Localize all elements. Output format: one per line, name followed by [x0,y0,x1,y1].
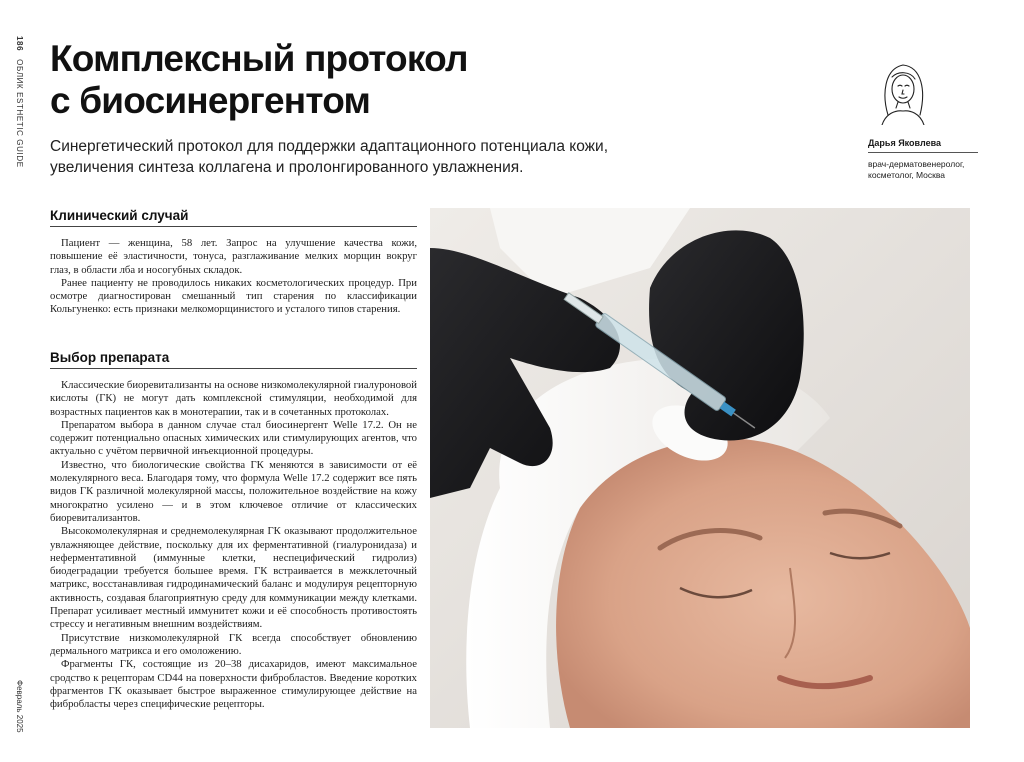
title-line-1: Комплексный протокол [50,38,468,79]
injection-photo-illustration [430,208,970,728]
magazine-name: ОБЛИК ESTHETIC GUIDE [15,59,24,168]
clinical-case-section [50,208,417,317]
section-body [50,237,417,317]
title-line-2: с биосинергентом [50,80,371,121]
paragraph: Классические биоревитализанты на основе низкомолекулярной гиалуроновой кислоты (ГК) не могут дать комплексной стимуляции, необходимой для возрастных пациентов как в монотерапии, так и в сочетанных протоколах. [50,379,417,418]
author-role: врач-дерматовенеролог, косметолог, Москва [868,159,965,180]
paragraph: Ранее пациенту не проводилось никаких косметологических процедур. При осмотре диагностирован смешанный тип старения по классификации Кольгуненко: есть признаки мелкоморщинистого и усталого типов старения. [50,276,417,316]
procedure-photo [430,208,970,728]
issue-date: Февраль 2025 [15,680,24,733]
section-heading: Клинический случай [50,208,417,227]
paragraph: Присутствие низкомолекулярной ГК всегда способствует обновлению дермального матрикса и его омоложению. [50,631,417,657]
issue-side-label [10,680,26,740]
paragraph: Препаратом выбора в данном случае стал биосинергент Welle 17.2. Он не содержит потенциально опасных химических или стимулирующих агентов, что актуально с учётом первичной инъекционной процедуры. [50,418,417,458]
article-title [50,38,610,122]
paragraph: Высокомолекулярная и среднемолекулярная ГК оказывают продолжительное увлажняющее действие, поскольку для их ферментативной (гиалуронидаза) и неферментативной (иммунные клетки, неспецифический гидролиз) биодеградации требуется большее время. ГК встраивается в межклеточный матрикс, восстанавливая гидродинамический баланс и модулируя рецепторную активность, создавая благоприятную среду для коммуникации между клетками. Препарат усиливает местный иммунитет кожи и её способность противостоять стрессу и негативным внешним воздействиям. [50,525,417,631]
section-body [50,379,417,711]
paragraph: Фрагменты ГК, состоящие из 20–38 дисахаридов, имеют максимальное сродство к рецепторам CD44 на поверхности фибробластов. Введение коротких фрагментов ГК оказывает быстрое выраженное стимулирующее действие на фибробласты через специфические рецепторы. [50,658,417,711]
page-side-label [10,36,26,168]
paragraph: Пациент — женщина, 58 лет. Запрос на улучшение качества кожи, повышение её эластичности, тонуса, разглаживание мелких морщин вокруг глаз, в области лба и носогубных складок. [50,237,417,276]
author-name: Дарья Яковлева [868,138,978,153]
paragraph: Известно, что биологические свойства ГК меняются в зависимости от её молекулярного веса. Благодаря тому, что формула Welle 17.2 содержит все пять видов ГК различной молекулярной массы, положительное воздействие на кожу многократно усилено — и в этом ключевое отличие от классических биоревитализантов. [50,458,417,524]
section-heading: Выбор препарата [50,350,417,369]
preparation-section [50,350,417,711]
author-portrait [868,55,938,125]
author-block [868,55,978,181]
page-number: 186 [15,36,24,52]
article-lead: Синергетический протокол для поддержки адаптационного потенциала кожи, увеличения синтеза коллагена и пролонгированного увлажнения. [50,138,609,176]
